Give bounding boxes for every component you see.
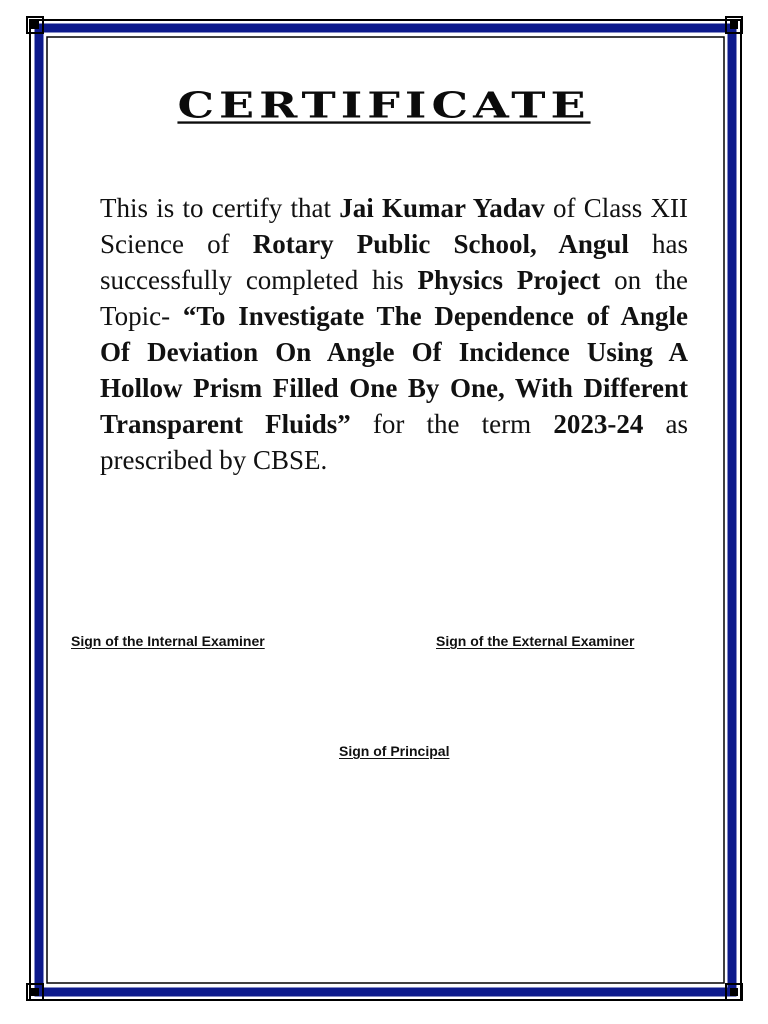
term-years: 2023-24 bbox=[553, 409, 644, 439]
body-text-6: as prescribed by CBSE. bbox=[100, 409, 688, 475]
border-inner-line bbox=[47, 37, 724, 983]
body-text-2: of Class XII Science of bbox=[100, 193, 689, 259]
body-text-1: This is to certify that bbox=[100, 193, 340, 223]
certificate-title bbox=[0, 78, 768, 132]
body-text-5: for the term bbox=[350, 409, 554, 439]
school-name: Rotary Public School, Angul bbox=[252, 229, 629, 259]
external-examiner-signature-label: Sign of the External Examiner bbox=[436, 633, 635, 649]
student-name: Jai Kumar Yadav bbox=[339, 193, 545, 223]
certificate-title-text: CERTIFICATE bbox=[177, 83, 591, 127]
corner-ornaments bbox=[27, 17, 742, 1000]
principal-signature-label: Sign of Principal bbox=[339, 743, 450, 759]
certificate-body bbox=[100, 190, 688, 478]
project-name: Physics Project bbox=[417, 265, 601, 295]
body-text-3: has successfully completed his bbox=[100, 229, 688, 295]
border-outer-line bbox=[30, 20, 741, 1000]
body-text-4: on the Topic- bbox=[100, 265, 689, 331]
project-topic: “To Investigate The Dependence of Angle Of Deviation On Angle Of Incidence Using A Hollow Prism Filled One By One, With Different Transparent Fluids” bbox=[100, 301, 688, 439]
border-navy-band bbox=[39, 28, 732, 992]
internal-examiner-signature-label: Sign of the Internal Examiner bbox=[71, 633, 265, 649]
